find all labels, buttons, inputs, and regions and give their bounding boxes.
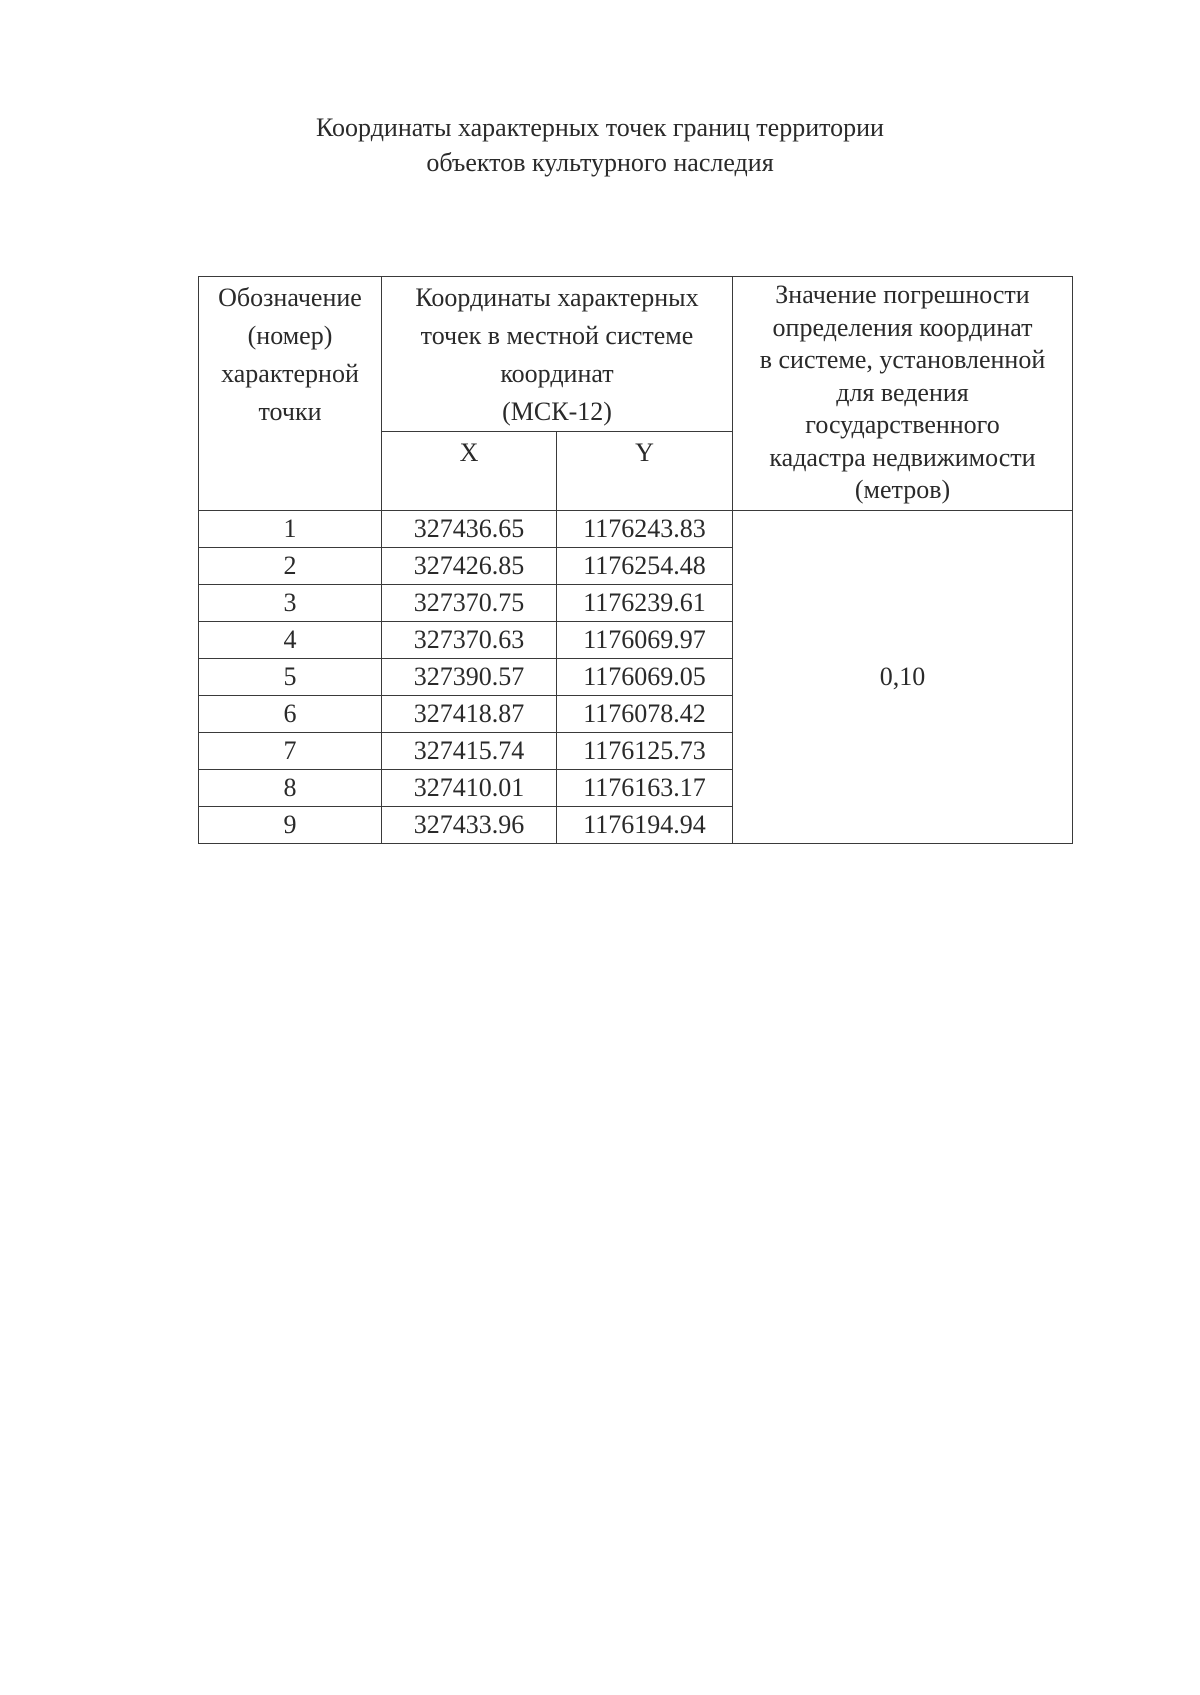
header-x: X (382, 432, 557, 511)
header-error (733, 277, 1073, 511)
cell-x: 327433.96 (382, 807, 557, 844)
header-row (199, 277, 1073, 432)
cell-point: 7 (199, 733, 382, 770)
header-point-line: Обозначение (218, 283, 362, 312)
cell-point: 9 (199, 807, 382, 844)
cell-x: 327436.65 (382, 511, 557, 548)
table-row (199, 511, 1073, 548)
cell-x: 327410.01 (382, 770, 557, 807)
header-point-line: (номер) (247, 321, 333, 350)
cell-y: 1176125.73 (557, 733, 733, 770)
header-error-line: в системе, установленной (759, 345, 1046, 374)
cell-point: 2 (199, 548, 382, 585)
cell-y: 1176078.42 (557, 696, 733, 733)
header-y: Y (557, 432, 733, 511)
cell-point: 5 (199, 659, 382, 696)
cell-point: 8 (199, 770, 382, 807)
cell-y: 1176194.94 (557, 807, 733, 844)
cell-y: 1176163.17 (557, 770, 733, 807)
cell-x: 327370.75 (382, 585, 557, 622)
header-point-designation (199, 277, 382, 511)
cell-x: 327370.63 (382, 622, 557, 659)
cell-y: 1176254.48 (557, 548, 733, 585)
header-point-line: точки (258, 397, 322, 426)
cell-point: 6 (199, 696, 382, 733)
header-error-line: Значение погрешности (775, 280, 1030, 309)
header-error-line: определения координат (772, 312, 1033, 342)
header-error-line: для ведения (836, 377, 969, 407)
cell-y: 1176239.61 (557, 585, 733, 622)
cell-y: 1176243.83 (557, 511, 733, 548)
header-coords-line: координат (500, 359, 614, 388)
header-coords-line: (МСК-12) (502, 397, 612, 426)
title-line-2: объектов культурного наследия (426, 148, 774, 177)
cell-x: 327426.85 (382, 548, 557, 585)
cell-x: 327418.87 (382, 696, 557, 733)
page-title (0, 110, 1200, 180)
cell-y: 1176069.97 (557, 622, 733, 659)
cell-error-value: 0,10 (733, 511, 1073, 844)
header-error-line: государственного (805, 410, 1000, 439)
header-coords-line: Координаты характерных (415, 283, 699, 312)
cell-x: 327390.57 (382, 659, 557, 696)
cell-point: 3 (199, 585, 382, 622)
cell-point: 1 (199, 511, 382, 548)
header-error-line: (метров) (854, 475, 951, 504)
cell-point: 4 (199, 622, 382, 659)
header-error-line: кадастра недвижимости (769, 442, 1036, 472)
cell-y: 1176069.05 (557, 659, 733, 696)
title-line-1: Координаты характерных точек границ территории (316, 113, 884, 142)
coordinates-table (198, 276, 1073, 844)
header-coordinates (382, 277, 733, 432)
header-coords-line: точек в местной системе (420, 321, 694, 350)
header-point-line: характерной (221, 359, 359, 388)
cell-x: 327415.74 (382, 733, 557, 770)
